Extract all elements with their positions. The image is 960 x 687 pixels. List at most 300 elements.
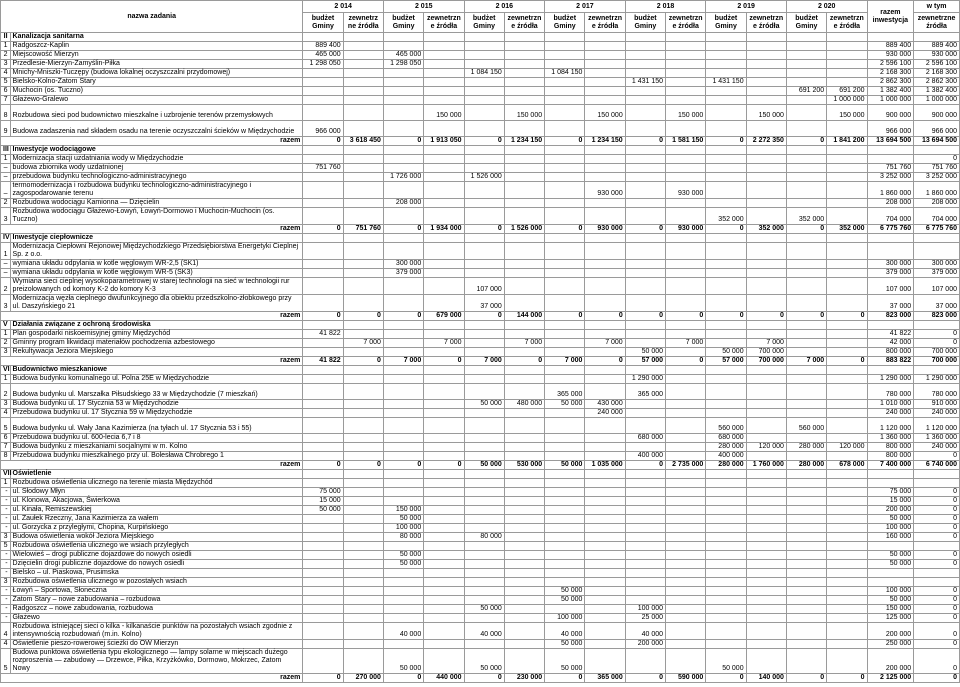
value-cell (383, 164, 423, 173)
value-cell (424, 418, 464, 434)
value-cell (504, 418, 544, 434)
value-cell: 50 000 (706, 348, 746, 357)
total-cell (867, 542, 914, 551)
value-cell (303, 69, 343, 78)
table-row (1, 384, 960, 400)
row-number: VI (1, 366, 11, 375)
row-number: 6 (1, 87, 11, 96)
value-cell (786, 366, 826, 375)
value-cell (585, 542, 625, 551)
value-cell (424, 243, 464, 260)
value-cell (625, 42, 665, 51)
total-cell: 200 000 (867, 506, 914, 515)
header-w-tym: w tym (914, 1, 960, 13)
value-cell (827, 146, 867, 155)
value-cell (424, 182, 464, 199)
value-cell (504, 182, 544, 199)
total-cell (867, 578, 914, 587)
value-cell (786, 515, 826, 524)
row-number: - (1, 569, 11, 578)
value-cell (504, 470, 544, 479)
total-row (1, 461, 960, 470)
task-name: Bielsko – ul. Piaskowa, Prusimska (10, 569, 303, 578)
task-name: Rekultywacja Jeziora Miejskiego (10, 348, 303, 357)
value-cell: 1 934 000 (424, 225, 464, 234)
value-cell (343, 649, 383, 674)
value-cell (464, 260, 504, 269)
value-cell (625, 278, 665, 295)
value-cell: 0 (545, 225, 585, 234)
task-name: Rozbudowa wodociągu Kamionna — Dzięcielin (10, 199, 303, 208)
value-cell (786, 78, 826, 87)
value-cell (464, 121, 504, 137)
value-cell (585, 164, 625, 173)
value-cell: 530 000 (504, 461, 544, 470)
row-number: - (1, 506, 11, 515)
value-cell: 0 (303, 137, 343, 146)
task-name: Łowyń – Sportowa, Słoneczna (10, 587, 303, 596)
value-cell (303, 348, 343, 357)
value-cell (585, 649, 625, 674)
external-total-cell: 379 000 (914, 269, 960, 278)
value-cell: 7 000 (786, 357, 826, 366)
table-row (1, 87, 960, 96)
value-cell (827, 649, 867, 674)
value-cell (666, 515, 706, 524)
value-cell (625, 155, 665, 164)
value-cell (625, 515, 665, 524)
value-cell (424, 208, 464, 225)
task-name: wymiana układu odpylania w kotle węglowym WR-2,5 (SK1) (10, 260, 303, 269)
total-cell: 100 000 (867, 524, 914, 533)
row-number: II (1, 33, 11, 42)
value-cell: 50 000 (545, 640, 585, 649)
value-cell (666, 87, 706, 96)
external-total-cell: 910 000 (914, 400, 960, 409)
value-cell (545, 121, 585, 137)
value-cell (464, 506, 504, 515)
value-cell (786, 121, 826, 137)
value-cell: 930 000 (666, 225, 706, 234)
value-cell (666, 524, 706, 533)
external-total-cell (914, 542, 960, 551)
value-cell (585, 434, 625, 443)
value-cell (625, 533, 665, 542)
value-cell (383, 542, 423, 551)
value-cell (303, 269, 343, 278)
value-cell (464, 269, 504, 278)
task-name: Oświetlenie pieszo-rowerowej ścieżki do OW Mierzyn (10, 640, 303, 649)
value-cell (625, 208, 665, 225)
row-number: 6 (1, 434, 11, 443)
value-cell (424, 488, 464, 497)
value-cell (343, 506, 383, 515)
total-cell: 1 290 000 (867, 375, 914, 384)
value-cell (585, 366, 625, 375)
value-cell: 150 000 (746, 105, 786, 121)
value-cell (303, 105, 343, 121)
value-cell: 1 084 150 (545, 69, 585, 78)
header-budget: budżet Gminy (383, 13, 423, 33)
value-cell (585, 69, 625, 78)
value-cell: 0 (383, 674, 423, 683)
value-cell (424, 51, 464, 60)
value-cell (464, 164, 504, 173)
value-cell (424, 452, 464, 461)
value-cell (585, 384, 625, 400)
value-cell (666, 173, 706, 182)
header-external: zewnetrzn e źródła (504, 13, 544, 33)
total-cell: 1 120 000 (867, 418, 914, 434)
total-cell: 160 000 (867, 533, 914, 542)
value-cell (343, 260, 383, 269)
value-cell (545, 60, 585, 69)
value-cell (827, 121, 867, 137)
value-cell (504, 243, 544, 260)
value-cell: 1 298 050 (303, 60, 343, 69)
value-cell (666, 42, 706, 51)
value-cell (585, 78, 625, 87)
value-cell (746, 78, 786, 87)
value-cell: 40 000 (383, 623, 423, 640)
table-row (1, 578, 960, 587)
external-total-cell: 2 596 100 (914, 60, 960, 69)
value-cell (827, 551, 867, 560)
value-cell (666, 434, 706, 443)
total-cell: 15 000 (867, 497, 914, 506)
value-cell (625, 569, 665, 578)
value-cell (343, 173, 383, 182)
value-cell: 1 431 150 (706, 78, 746, 87)
value-cell (625, 121, 665, 137)
total-cell (867, 243, 914, 260)
row-number: IV (1, 234, 11, 243)
total-cell: 1 010 000 (867, 400, 914, 409)
value-cell (504, 330, 544, 339)
total-cell (867, 33, 914, 42)
value-cell (827, 278, 867, 295)
header-year-2014: 2 014 (303, 1, 384, 13)
task-name: Miejscowość Mierzyn (10, 51, 303, 60)
value-cell (666, 479, 706, 488)
value-cell: 57 000 (625, 357, 665, 366)
value-cell (464, 105, 504, 121)
value-cell (343, 164, 383, 173)
table-row (1, 243, 960, 260)
value-cell (827, 434, 867, 443)
value-cell (625, 366, 665, 375)
total-label: razem (1, 225, 303, 234)
value-cell (746, 121, 786, 137)
value-cell (706, 69, 746, 78)
value-cell (464, 234, 504, 243)
value-cell (746, 278, 786, 295)
value-cell (706, 578, 746, 587)
value-cell (545, 375, 585, 384)
value-cell (786, 649, 826, 674)
table-row (1, 199, 960, 208)
table-row (1, 208, 960, 225)
value-cell: 400 000 (706, 452, 746, 461)
value-cell (424, 614, 464, 623)
value-cell: 0 (383, 461, 423, 470)
value-cell: 352 000 (706, 208, 746, 225)
total-cell: 704 000 (867, 208, 914, 225)
value-cell (746, 87, 786, 96)
table-row (1, 488, 960, 497)
value-cell (746, 418, 786, 434)
value-cell (303, 321, 343, 330)
value-cell: 0 (464, 225, 504, 234)
value-cell (666, 542, 706, 551)
total-cell (867, 569, 914, 578)
value-cell (666, 409, 706, 418)
row-number: - (1, 596, 11, 605)
value-cell (786, 434, 826, 443)
value-cell (303, 208, 343, 225)
value-cell (827, 614, 867, 623)
external-total-cell: 0 (914, 640, 960, 649)
value-cell (464, 587, 504, 596)
value-cell (545, 542, 585, 551)
external-total-cell: 240 000 (914, 443, 960, 452)
value-cell (666, 33, 706, 42)
value-cell: 0 (464, 674, 504, 683)
value-cell (786, 409, 826, 418)
value-cell: 50 000 (383, 515, 423, 524)
value-cell (545, 524, 585, 533)
value-cell (625, 199, 665, 208)
value-cell (827, 339, 867, 348)
total-cell: 6 775 760 (867, 225, 914, 234)
total-cell: 107 000 (867, 278, 914, 295)
value-cell (827, 208, 867, 225)
value-cell (666, 208, 706, 225)
value-cell (666, 384, 706, 400)
section-header-row (1, 234, 960, 243)
value-cell (746, 605, 786, 614)
row-number: - (1, 605, 11, 614)
task-name: Budowa zadaszenia nad składem osadu na terenie oczyszczalni ścieków w Międzychodzie (10, 121, 303, 137)
value-cell (504, 640, 544, 649)
table-row (1, 623, 960, 640)
value-cell: 1 526 000 (504, 225, 544, 234)
task-name: termomodernizacja i rozbudowa budynku technologiczno-administracyjnego i zagospodarowanie terenu (10, 182, 303, 199)
row-number: 5 (1, 78, 11, 87)
table-row (1, 155, 960, 164)
row-number: - (1, 515, 11, 524)
total-cell (867, 470, 914, 479)
value-cell (666, 78, 706, 87)
value-cell (746, 164, 786, 173)
value-cell (504, 533, 544, 542)
value-cell (504, 269, 544, 278)
value-cell (706, 146, 746, 155)
value-cell (746, 42, 786, 51)
total-cell: 823 000 (867, 312, 914, 321)
external-total-cell (914, 33, 960, 42)
value-cell: 480 000 (504, 400, 544, 409)
value-cell: 0 (625, 461, 665, 470)
value-cell (746, 96, 786, 105)
value-cell (545, 339, 585, 348)
value-cell: 2 272 350 (746, 137, 786, 146)
value-cell (666, 146, 706, 155)
value-cell (383, 339, 423, 348)
value-cell (424, 470, 464, 479)
value-cell (504, 384, 544, 400)
total-cell: 2 596 100 (867, 60, 914, 69)
value-cell (424, 578, 464, 587)
table-row (1, 269, 960, 278)
value-cell (424, 384, 464, 400)
value-cell (464, 243, 504, 260)
value-cell: 0 (343, 357, 383, 366)
value-cell (706, 278, 746, 295)
total-cell (867, 155, 914, 164)
value-cell (545, 560, 585, 569)
value-cell (424, 409, 464, 418)
value-cell (786, 243, 826, 260)
value-cell (706, 524, 746, 533)
value-cell: 700 000 (746, 348, 786, 357)
row-number: 2 (1, 339, 11, 348)
value-cell (746, 524, 786, 533)
table-row (1, 96, 960, 105)
row-number: - (1, 551, 11, 560)
value-cell (706, 42, 746, 51)
value-cell (343, 524, 383, 533)
value-cell (827, 330, 867, 339)
value-cell (504, 409, 544, 418)
value-cell (303, 578, 343, 587)
task-name: Modernizacja węzła cieplnego dwufunkcyjnego dla obiektu przedszkolno-żłobkowego przy ul. Daszyńskiego 21 (10, 295, 303, 312)
value-cell (746, 614, 786, 623)
header-external: zewnetrzn e źródła (827, 13, 867, 33)
value-cell (424, 87, 464, 96)
value-cell (383, 69, 423, 78)
row-number: – (1, 173, 11, 182)
value-cell (585, 623, 625, 640)
external-total-cell: 0 (914, 452, 960, 461)
value-cell (625, 330, 665, 339)
row-number: 2 (1, 51, 11, 60)
row-number: – (1, 260, 11, 269)
task-name: Budowa budynku ul. Marszałka Piłsudskiego 33 w Międzychodzie (7 mieszkań) (10, 384, 303, 400)
value-cell (666, 587, 706, 596)
task-name: Wymiana sieci cieplnej wysokoparametrowej w starej technologii na sieć w technologii rur preizolowanych od komory K-2 do komory K-3 (10, 278, 303, 295)
value-cell: 0 (424, 461, 464, 470)
value-cell (424, 260, 464, 269)
table-row (1, 569, 960, 578)
value-cell: 0 (464, 137, 504, 146)
external-total-cell: 107 000 (914, 278, 960, 295)
value-cell: 0 (343, 312, 383, 321)
external-total-cell: 700 000 (914, 357, 960, 366)
value-cell (585, 578, 625, 587)
table-row (1, 278, 960, 295)
external-total-cell: 0 (914, 524, 960, 533)
value-cell (706, 182, 746, 199)
value-cell (464, 330, 504, 339)
value-cell: 0 (464, 312, 504, 321)
table-row (1, 121, 960, 137)
value-cell (827, 69, 867, 78)
task-name: Budowa budynku komunalnego ul. Polna 25E w Międzychodzie (10, 375, 303, 384)
value-cell (666, 470, 706, 479)
external-total-cell: 900 000 (914, 105, 960, 121)
value-cell (343, 366, 383, 375)
value-cell (545, 295, 585, 312)
total-cell: 240 000 (867, 409, 914, 418)
value-cell (706, 623, 746, 640)
value-cell (504, 173, 544, 182)
value-cell (424, 234, 464, 243)
table-row (1, 533, 960, 542)
value-cell (303, 234, 343, 243)
value-cell (585, 524, 625, 533)
table-row (1, 330, 960, 339)
value-cell (786, 488, 826, 497)
total-cell: 41 822 (867, 330, 914, 339)
value-cell (303, 182, 343, 199)
value-cell (343, 384, 383, 400)
value-cell (343, 452, 383, 461)
value-cell (585, 155, 625, 164)
task-name: ul. Gorzycka z przyległymi, Chopina, Kurpińskiego (10, 524, 303, 533)
value-cell (585, 87, 625, 96)
value-cell (424, 164, 464, 173)
value-cell (504, 33, 544, 42)
value-cell (504, 515, 544, 524)
value-cell: 0 (343, 461, 383, 470)
section-header-row (1, 33, 960, 42)
value-cell (464, 596, 504, 605)
external-total-cell: 780 000 (914, 384, 960, 400)
task-name: Rozbudowa oświetlenia ulicznego we wsiach przyległych (10, 542, 303, 551)
value-cell (303, 146, 343, 155)
value-cell (585, 551, 625, 560)
section-header-row (1, 146, 960, 155)
total-cell: 1 000 000 (867, 96, 914, 105)
table-row (1, 51, 960, 60)
row-number: 4 (1, 409, 11, 418)
value-cell (343, 348, 383, 357)
value-cell (545, 33, 585, 42)
value-cell (625, 409, 665, 418)
header-external: zewnetrzn e źródła (666, 13, 706, 33)
value-cell: 50 000 (545, 587, 585, 596)
row-number: 1 (1, 479, 11, 488)
value-cell (545, 569, 585, 578)
external-total-cell (914, 569, 960, 578)
header-budget: budżet Gminy (706, 13, 746, 33)
value-cell (383, 470, 423, 479)
value-cell (585, 375, 625, 384)
value-cell (303, 569, 343, 578)
value-cell (545, 452, 585, 461)
value-cell (464, 418, 504, 434)
table-row (1, 479, 960, 488)
value-cell (786, 348, 826, 357)
table-row (1, 542, 960, 551)
value-cell (585, 199, 625, 208)
value-cell (666, 243, 706, 260)
value-cell (585, 348, 625, 357)
total-cell: 7 400 000 (867, 461, 914, 470)
value-cell (343, 78, 383, 87)
value-cell (706, 260, 746, 269)
